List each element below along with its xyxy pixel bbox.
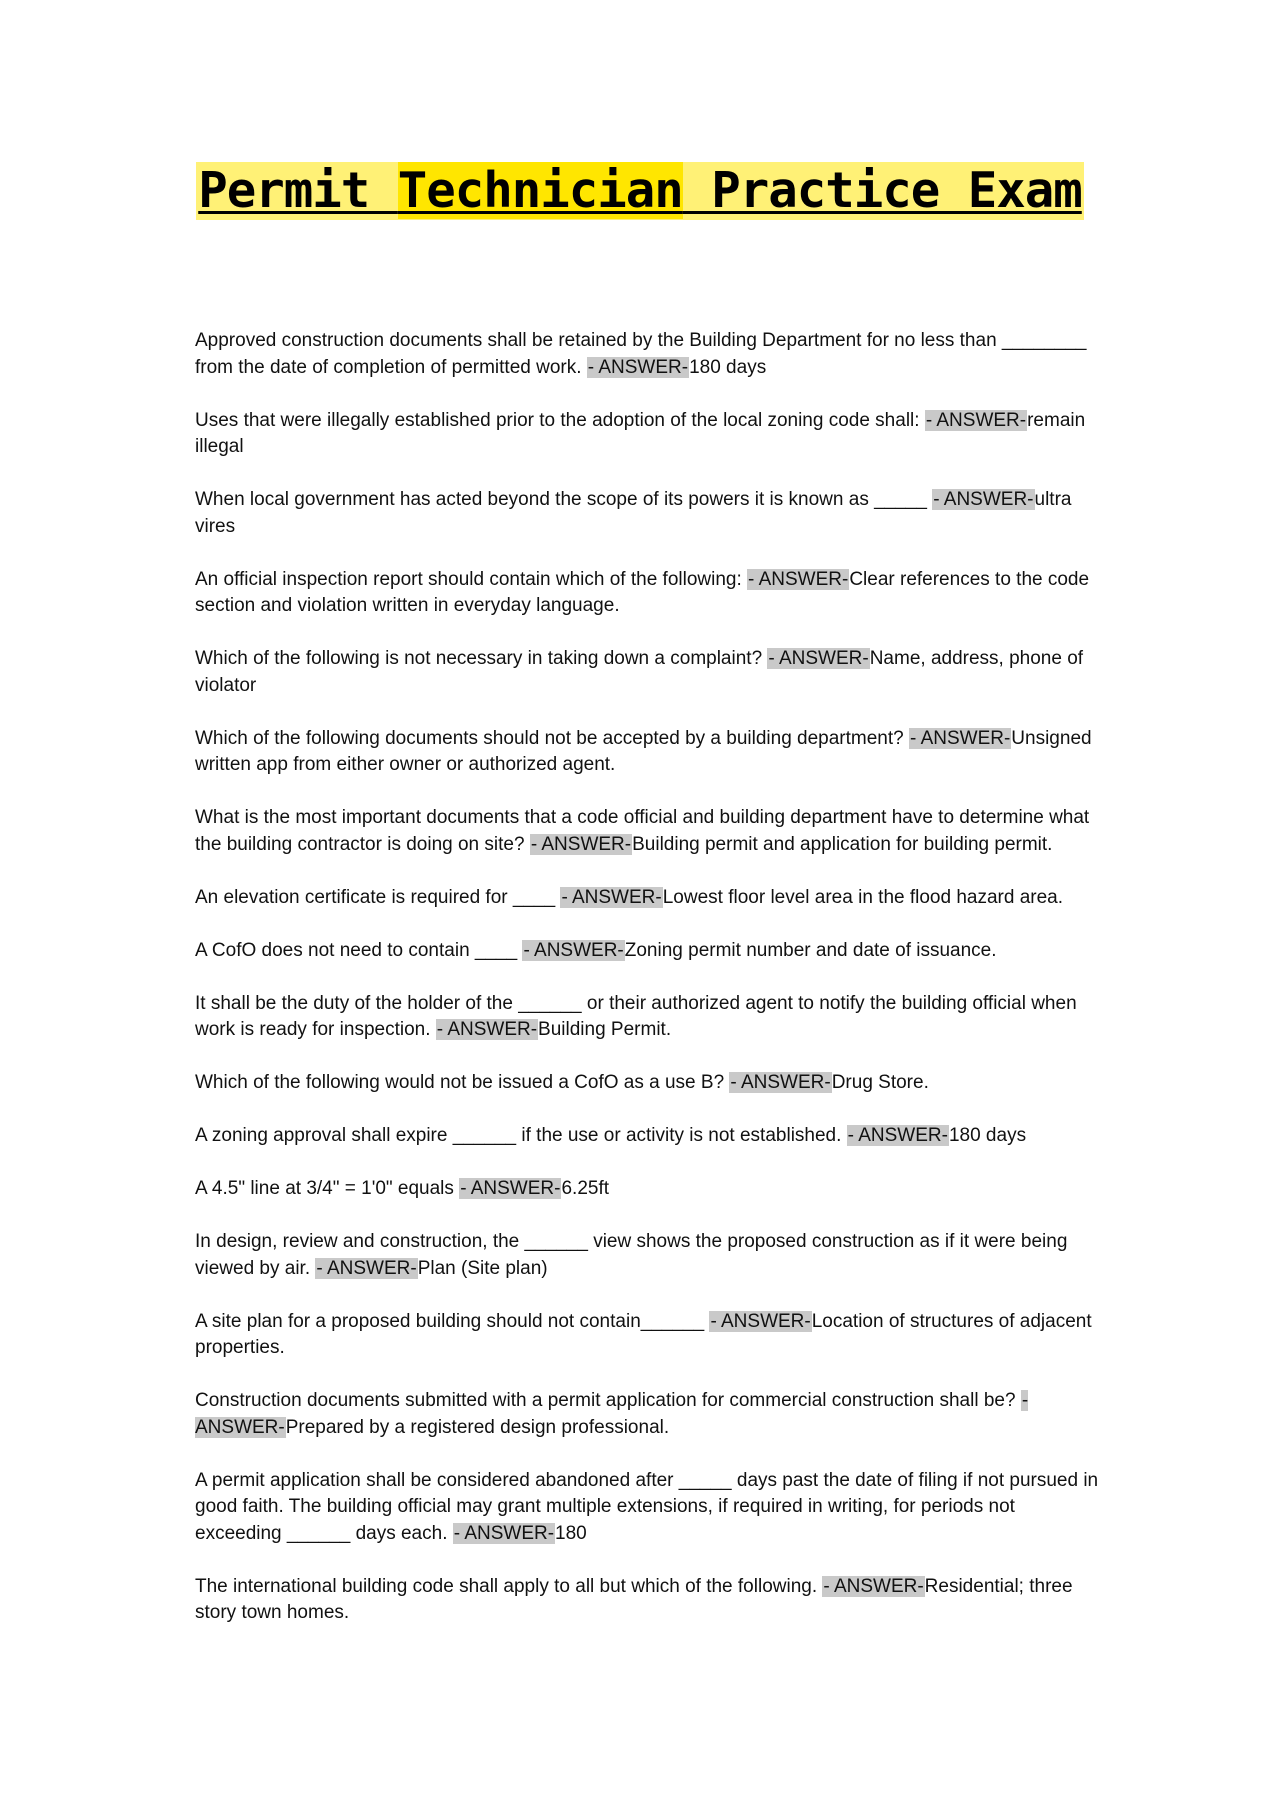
answer-marker: - ANSWER- — [460, 1178, 561, 1199]
question-text: In design, review and construction, the ______ view shows the proposed construction as if it were being viewed by air. — [195, 1231, 1068, 1279]
answer-marker: - ANSWER- — [530, 833, 632, 855]
answer-marker: - ANSWER- — [523, 939, 624, 961]
answer-text: Name, address, phone of violator — [195, 648, 1084, 696]
qa-item — [195, 1468, 1100, 1548]
qa-item — [195, 1388, 1100, 1441]
question-text: The international building code shall apply to all but which of the following. — [195, 1575, 823, 1597]
qa-item — [195, 328, 1100, 381]
qa-item — [195, 1574, 1100, 1627]
qa-item — [195, 726, 1100, 779]
title-part-3: Practice Exam — [682, 162, 1082, 219]
qa-item — [195, 1070, 1100, 1097]
answer-text: Building permit and application for building permit. — [632, 833, 1053, 855]
question-text: A CofO does not need to contain ____ — [195, 939, 523, 961]
answer-text: Plan (Site plan) — [417, 1257, 548, 1279]
answer-marker: - ANSWER- — [710, 1310, 811, 1332]
answer-marker: - ANSWER- — [436, 1019, 538, 1040]
qa-item — [195, 408, 1100, 461]
answer-marker: - ANSWER- — [748, 568, 849, 590]
title-wrap — [0, 162, 1280, 220]
answer-marker: - ANSWER- — [823, 1575, 924, 1597]
question-text: A zoning approval shall expire ______ if the use or activity is not established. — [195, 1125, 847, 1146]
answer-marker: - ANSWER- — [316, 1257, 417, 1279]
answer-text: Residential; three story town homes. — [195, 1575, 1073, 1623]
question-text: It shall be the duty of the holder of the ______ or their authorized agent to notify the building official when work is ready for inspection. — [195, 992, 1077, 1040]
question-text: What is the most important documents that a code official and building department have to determine what the building contractor is doing on site? — [195, 807, 1090, 855]
qa-item — [195, 567, 1100, 620]
question-text: A permit application shall be considered abandoned after _____ days past the date of filing if not pursued in good faith. The building official may grant multiple extensions, if required in writing, for periods not exceeding ______ days each. — [195, 1469, 1099, 1544]
answer-marker: - ANSWER- — [730, 1072, 831, 1093]
answer-text: remain illegal — [195, 409, 1086, 457]
qa-item — [195, 1176, 1100, 1203]
question-text: A 4.5" line at 3/4" = 1'0" equals — [195, 1178, 460, 1199]
question-text: A site plan for a proposed building should not contain______ — [195, 1310, 710, 1332]
answer-marker: - ANSWER- — [910, 727, 1011, 749]
question-text: Which of the following is not necessary in taking down a complaint? — [195, 648, 768, 669]
answer-text: Prepared by a registered design professional. — [285, 1416, 670, 1438]
answer-text: 180 days — [689, 356, 767, 378]
question-text: An elevation certificate is required for ____ — [195, 886, 561, 908]
answer-text: Building Permit. — [538, 1019, 672, 1040]
answer-text: Unsigned written app from either owner or authorized agent. — [195, 727, 1092, 775]
qa-item — [195, 487, 1100, 540]
question-text: When local government has acted beyond the scope of its powers it is known as _____ — [195, 489, 933, 510]
question-text: Uses that were illegally established prior to the adoption of the local zoning code shall: — [195, 409, 925, 431]
answer-text: Drug Store. — [831, 1072, 929, 1093]
answer-marker: - ANSWER- — [933, 489, 1034, 510]
qa-item — [195, 1309, 1100, 1362]
question-text: Approved construction documents shall be retained by the Building Department for no less than ________ from the date of completion of permitted work. — [195, 330, 1087, 378]
answer-text: Location of structures of adjacent properties. — [195, 1310, 1092, 1358]
qa-item — [195, 991, 1100, 1044]
answer-marker: - ANSWER- — [195, 1390, 1029, 1438]
question-text: Which of the following would not be issued a CofO as a use B? — [195, 1072, 730, 1093]
answer-marker: - ANSWER- — [847, 1125, 948, 1146]
qa-list — [195, 328, 1100, 1653]
answer-text: Lowest floor level area in the flood hazard area. — [662, 886, 1064, 908]
answer-marker: - ANSWER- — [453, 1522, 555, 1544]
qa-item — [195, 1123, 1100, 1150]
qa-item — [195, 805, 1100, 858]
answer-text: 180 days — [948, 1125, 1027, 1146]
answer-text: Zoning permit number and date of issuance. — [624, 939, 997, 961]
answer-text: Clear references to the code section and violation written in everyday language. — [195, 568, 1090, 616]
qa-item — [195, 938, 1100, 965]
answer-marker: - ANSWER- — [768, 648, 869, 669]
question-text: Which of the following documents should not be accepted by a building department? — [195, 727, 910, 749]
title-part-2: Technician — [397, 162, 683, 219]
answer-marker: - ANSWER- — [587, 356, 689, 378]
qa-item — [195, 1229, 1100, 1282]
answer-text: 180 — [555, 1522, 587, 1544]
answer-text: 6.25ft — [561, 1178, 610, 1199]
answer-marker: - ANSWER- — [561, 886, 662, 908]
page-title — [196, 162, 1084, 220]
title-part-1: Permit — [198, 162, 398, 219]
answer-marker: - ANSWER- — [925, 409, 1027, 431]
question-text: Construction documents submitted with a permit application for commercial construction shall be? — [195, 1390, 1021, 1411]
qa-item — [195, 885, 1100, 912]
qa-item — [195, 646, 1100, 699]
answer-text: ultra vires — [195, 489, 1072, 537]
question-text: An official inspection report should contain which of the following: — [195, 568, 748, 590]
